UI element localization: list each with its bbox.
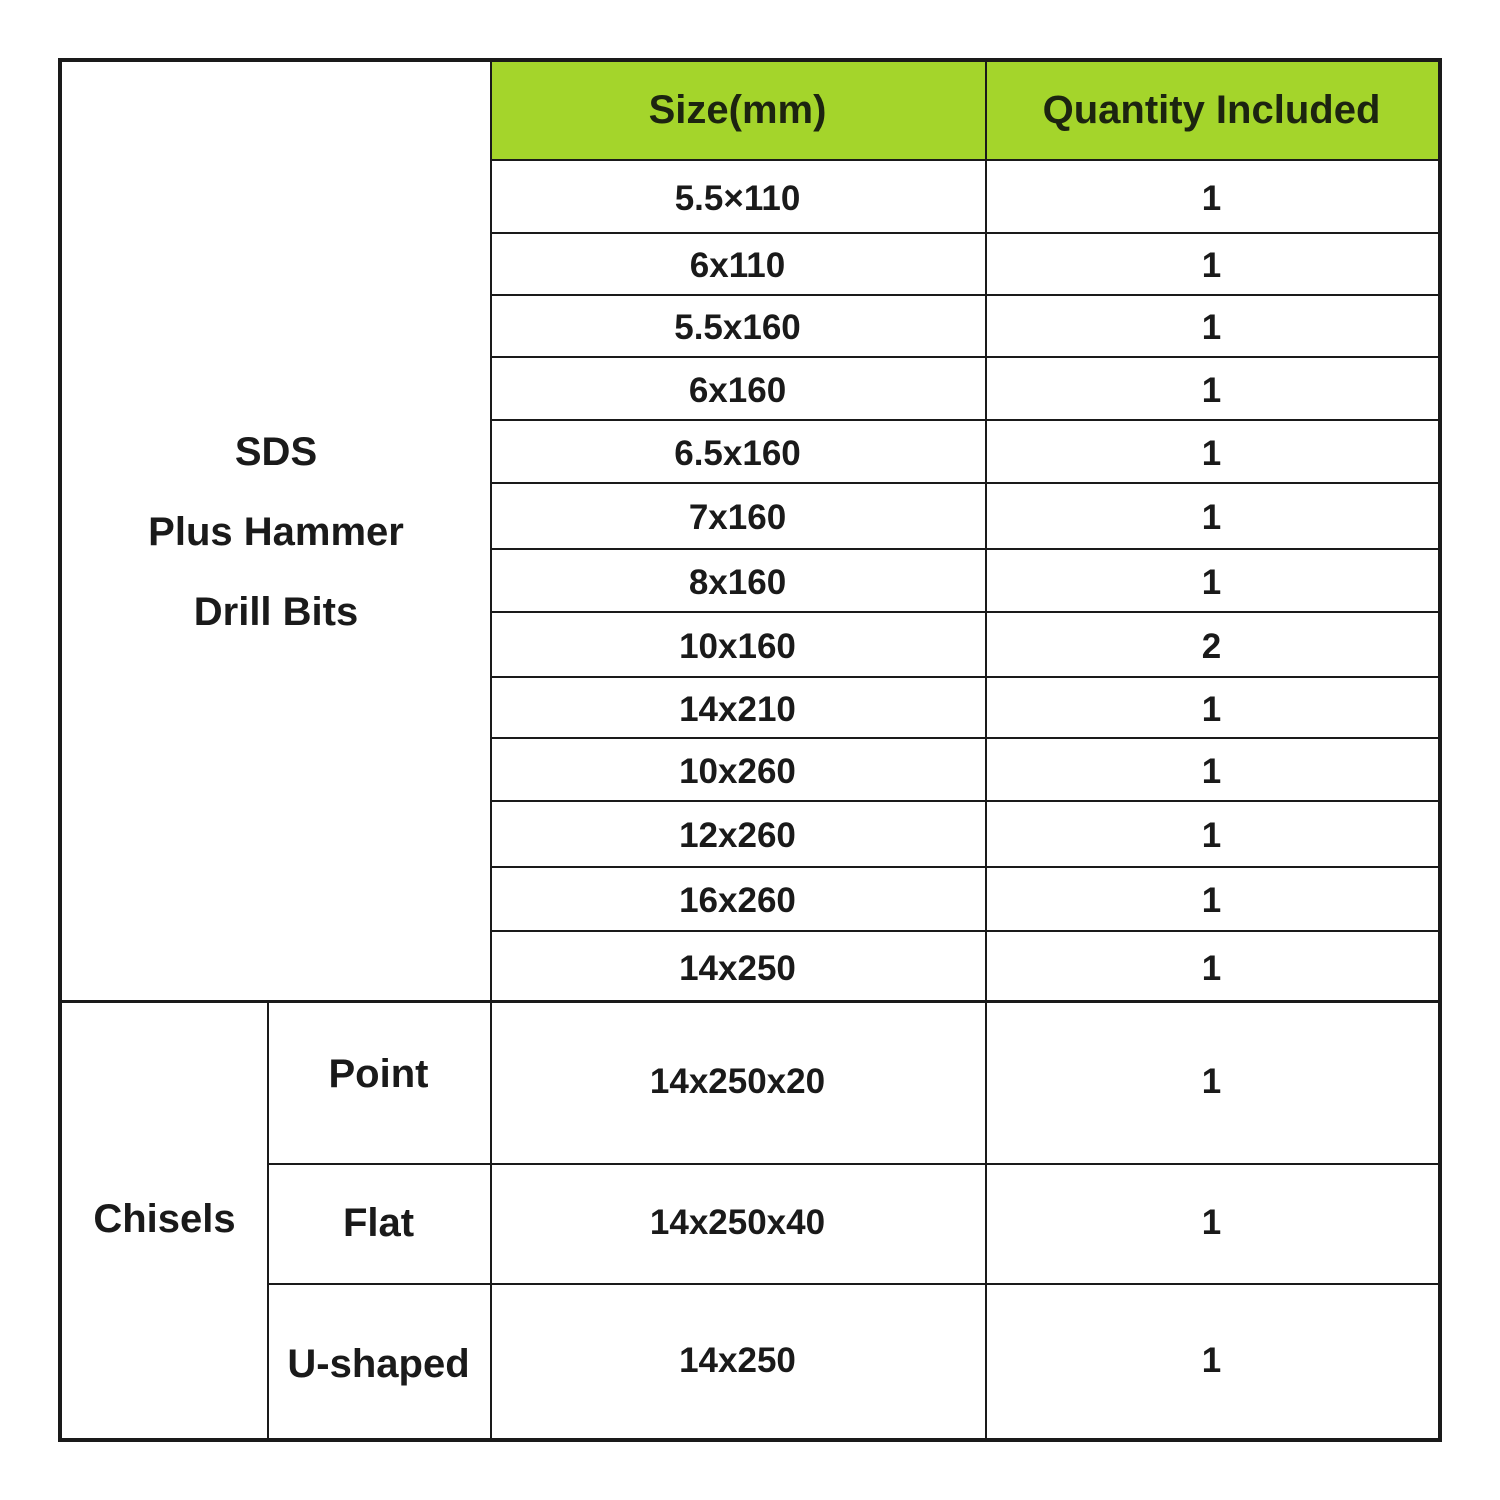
header-size: Size(mm) [490,62,985,159]
drill-bits-label-line: Drill Bits [193,589,359,634]
chisel-qty: 1 [1201,1203,1222,1242]
row-divider [490,232,1438,234]
row-divider [62,1000,1438,1003]
chisel-qty: 1 [1201,1062,1222,1101]
drill-bit-qty: 1 [1201,370,1222,410]
drill-bit-size: 8x160 [688,562,787,602]
row-divider [490,737,1438,739]
row-divider [490,930,1438,932]
chisels-label: Chisels [93,1197,236,1241]
chisel-size: 14x250 [679,1340,796,1380]
column-divider [267,1001,269,1438]
drill-bit-qty: 1 [1201,562,1222,602]
drill-bit-qty: 1 [1201,751,1222,791]
chisel-type: Point [328,1051,429,1096]
drill-bit-qty: 1 [1201,433,1222,473]
drill-bit-qty: 1 [1201,178,1222,218]
row-divider [490,419,1438,421]
drill-bit-qty: 1 [1201,881,1222,920]
drill-bit-qty: 1 [1201,948,1222,988]
row-divider [490,611,1438,613]
drill-bit-qty: 1 [1201,498,1222,537]
column-divider [490,62,492,1438]
row-divider [490,800,1438,802]
row-divider [267,1163,1438,1165]
drill-bit-size: 16x260 [679,881,796,920]
chisel-type: U-shaped [287,1342,470,1386]
row-divider [490,676,1438,678]
row-divider [490,548,1438,550]
column-divider [985,62,987,1438]
row-divider [490,159,1438,161]
drill-bit-size: 6x110 [689,246,786,285]
row-divider [267,1283,1438,1285]
chisel-size: 14x250x40 [649,1203,826,1242]
drill-bit-qty: 2 [1201,626,1222,666]
drill-bit-size: 14x210 [679,689,796,729]
drill-bit-qty: 1 [1201,246,1222,285]
drill-bit-qty: 1 [1201,816,1222,855]
row-divider [490,866,1438,868]
header-quantity: Quantity Included [985,62,1438,159]
drill-bit-size: 6x160 [688,370,787,410]
drill-bit-size: 12x260 [679,816,796,855]
drill-bit-qty: 1 [1201,308,1222,347]
drill-bit-size: 10x160 [679,626,796,666]
row-divider [490,294,1438,296]
drill-bit-size: 10x260 [679,751,796,791]
drill-bits-label-line: Plus Hammer [148,509,404,554]
chisel-qty: 1 [1201,1340,1222,1380]
drill-bit-size: 14x250 [679,948,796,988]
chisel-size: 14x250x20 [649,1062,826,1101]
drill-bit-qty: 1 [1201,689,1222,729]
drill-bit-size: 7x160 [688,498,787,537]
drill-bit-size: 6.5x160 [674,433,801,473]
drill-bits-label [62,62,490,1001]
drill-bits-label-line: SDS [234,429,318,474]
chisel-type: Flat [342,1200,415,1245]
drill-bit-size: 5.5×110 [674,178,801,218]
row-divider [490,356,1438,358]
drill-bit-size: 5.5x160 [674,308,801,347]
row-divider [490,482,1438,484]
